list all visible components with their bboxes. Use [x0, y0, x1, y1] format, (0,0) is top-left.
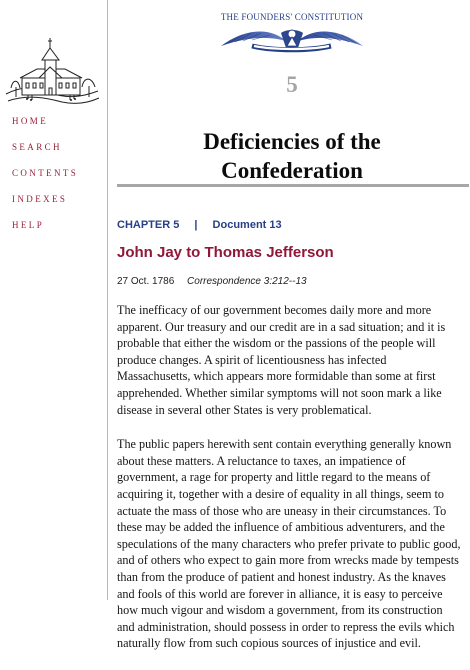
document-source: [117, 276, 307, 287]
chapter-title-line-1: Deficiencies of the: [203, 129, 381, 155]
document-title: John Jay to Thomas Jefferson: [117, 244, 334, 261]
chapter-title: [117, 127, 467, 185]
nav-search[interactable]: SEARCH: [12, 142, 62, 152]
nav-indexes[interactable]: INDEXES: [12, 194, 68, 204]
eagle-seal-icon: [218, 25, 366, 54]
metadata-separator: |: [194, 219, 198, 231]
section-divider: [117, 184, 469, 187]
chapter-title-line-2: Confederation: [221, 158, 363, 184]
chapter-number: 5: [286, 72, 298, 97]
nav-contents[interactable]: CONTENTS: [12, 168, 79, 178]
primary-navigation: [12, 113, 78, 243]
independence-hall-logo-icon[interactable]: [4, 36, 100, 106]
document-date: 27 Oct. 1786: [117, 276, 175, 287]
site-sidebar: [0, 0, 108, 600]
nav-home[interactable]: HOME: [12, 116, 49, 126]
document-paragraph-1: The inefficacy of our government becomes daily more and more apparent. Our treasury and our credit are in a sad situation; and it is probable that either the wisdom or the passions of the people will produce changes. A spirit of licentiousness has infected Massachusetts, which appears more formidable than some at first apprehended. Whether similar symptoms will not soon mark a like disease in several other States is very problematical.: [117, 303, 446, 417]
chapter-link[interactable]: CHAPTER 5: [117, 219, 180, 231]
document-metadata: [117, 219, 282, 231]
nav-help[interactable]: HELP: [12, 220, 45, 230]
document-paragraph-2: The public papers herewith sent contain everything generally known about these matters. A reluctance to taxes, an impatience of government, a rage for property and little regard to the means of acquiring it, together with a desire of equality in all things, seem to actuate the mass of those who are uneasy in their circumstances. To these may be added the influence of ambitious adventurers, and the speculations of the many characters who prefer private to public good, and of others who expect to gain more from wrecks made by tempests than from the produce of patient and honest industry. As the knaves and fools of this world are forever in alliance, it is easy to perceive how much vigour and wisdom a government, from its construction and administration, should possess in order to repress the evils which naturally flow from such copious sources of injustice and evil.: [117, 437, 461, 651]
document-number: Document 13: [212, 219, 282, 231]
site-title[interactable]: THE FOUNDERS' CONSTITUTION: [220, 12, 364, 22]
document-body: [117, 302, 461, 670]
document-main: [117, 0, 461, 651]
source-reference: Correspondence 3:212--13: [187, 276, 307, 287]
